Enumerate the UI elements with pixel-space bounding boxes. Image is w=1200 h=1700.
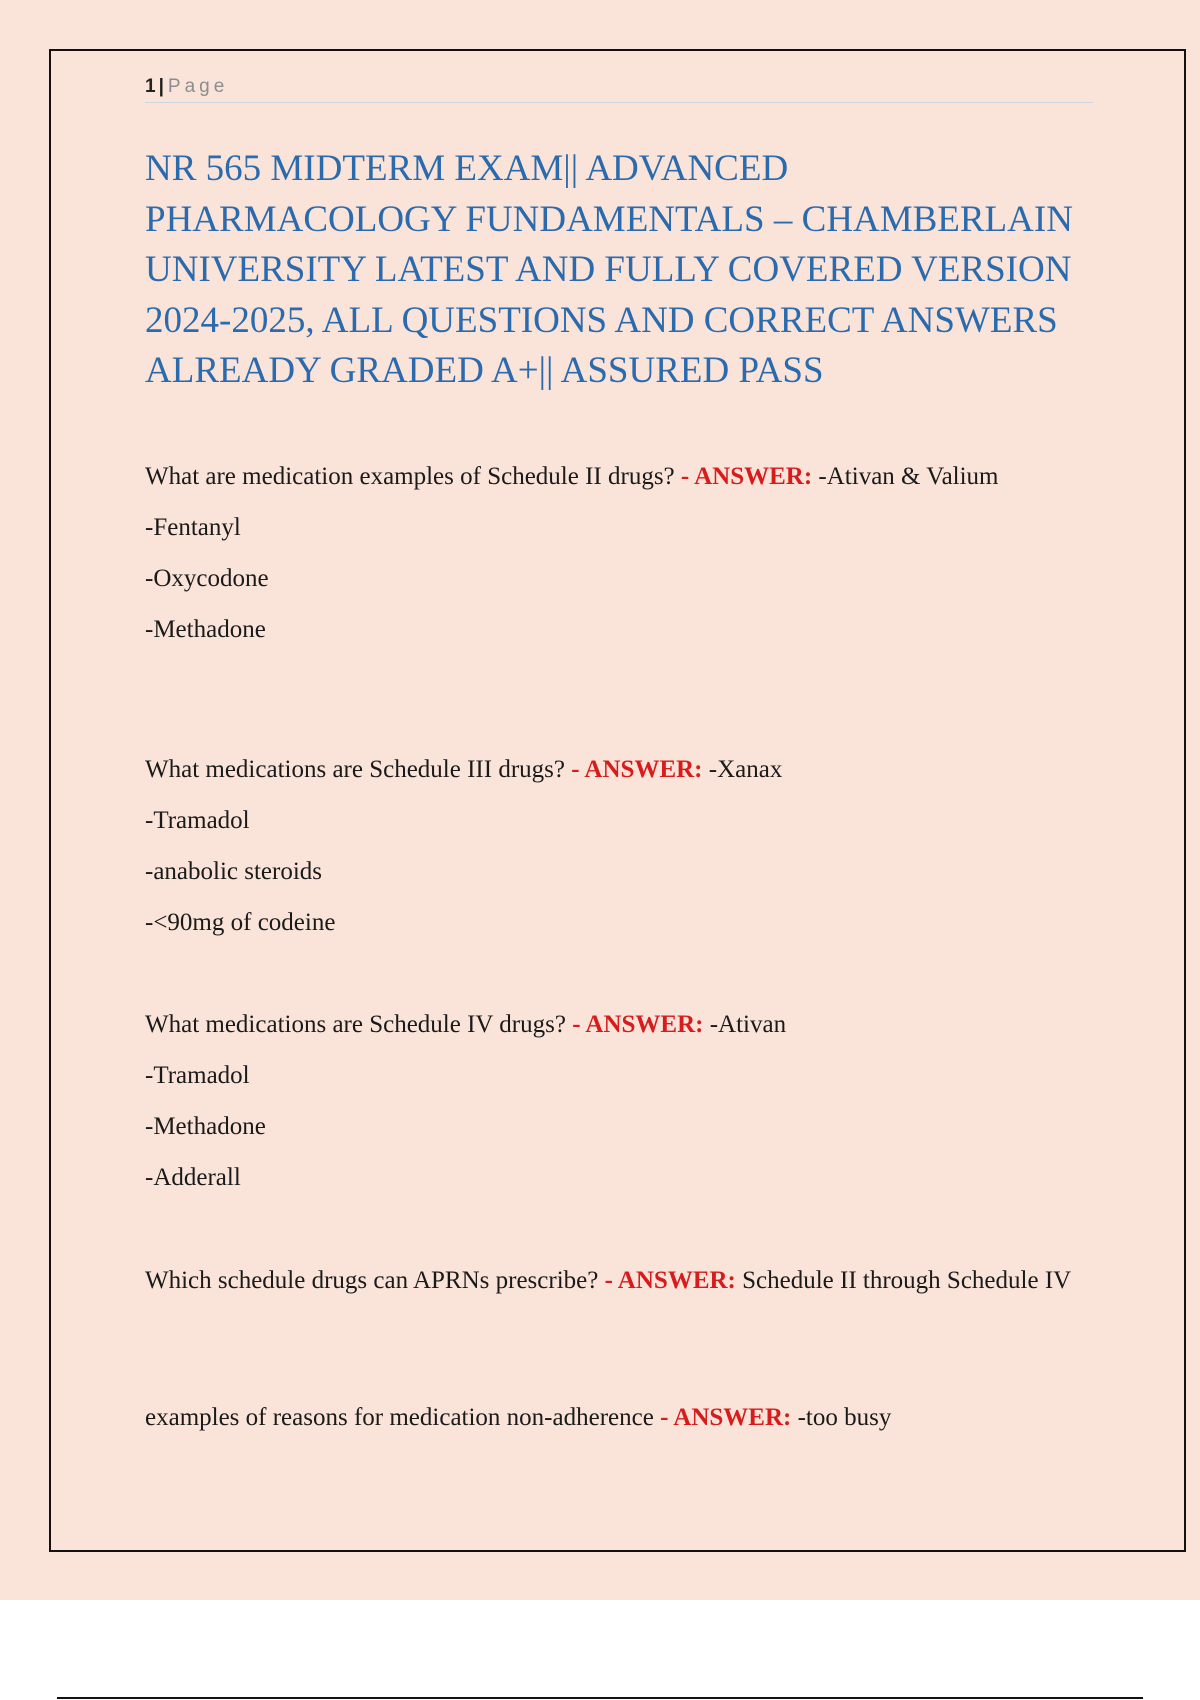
question-text: What medications are Schedule IV drugs? xyxy=(145,1011,566,1038)
answer-label: - ANSWER: xyxy=(660,1404,792,1431)
question-text: Which schedule drugs can APRNs prescribe? xyxy=(145,1267,599,1294)
answer-label: - ANSWER: xyxy=(604,1267,736,1294)
question-text: What are medication examples of Schedule II drugs? xyxy=(145,463,675,490)
page-label: Page xyxy=(167,76,229,97)
page-number: 1 xyxy=(145,76,156,97)
answer-item: -<90mg of codeine xyxy=(145,909,336,936)
qa-block xyxy=(145,1263,1085,1299)
answer-item: -Adderall xyxy=(145,1164,241,1191)
qa-block xyxy=(145,459,1085,648)
question-text: examples of reasons for medication non-adherence xyxy=(145,1404,654,1431)
qa-question-line xyxy=(145,1263,1085,1299)
page-header xyxy=(145,74,1093,103)
answer-item: -anabolic steroids xyxy=(145,858,323,885)
answer-text: -too busy xyxy=(797,1404,892,1431)
answer-text: -Xanax xyxy=(708,756,783,783)
qa-block xyxy=(145,752,1085,941)
question-text: What medications are Schedule III drugs? xyxy=(145,756,565,783)
answer-label: - ANSWER: xyxy=(571,756,703,783)
next-page-divider xyxy=(57,1697,1143,1699)
answer-text: Schedule II through Schedule IV xyxy=(742,1267,1072,1294)
document-title: NR 565 MIDTERM EXAM|| ADVANCED PHARMACOLOGY FUNDAMENTALS – CHAMBERLAIN UNIVERSITY LATEST AND FULLY COVERED VERSION 2024-2025, ALL QUESTIONS AND CORRECT ANSWERS ALREADY GRADED A+|| ASSURED PASS xyxy=(145,148,1073,391)
answer-item: -Oxycodone xyxy=(145,565,269,592)
qa-question-line xyxy=(145,1400,1085,1436)
answer-item: -Tramadol xyxy=(145,1062,250,1089)
answer-label: - ANSWER: xyxy=(680,463,813,490)
page-separator: | xyxy=(158,76,164,97)
qa-question-line xyxy=(145,752,1085,788)
qa-block xyxy=(145,1007,1085,1196)
answer-item: -Methadone xyxy=(145,616,266,643)
qa-block xyxy=(145,1400,1085,1436)
answer-text: -Ativan & Valium xyxy=(818,463,999,490)
answer-item: -Fentanyl xyxy=(145,514,241,541)
answer-text: -Ativan xyxy=(709,1011,787,1038)
answer-label: - ANSWER: xyxy=(572,1011,704,1038)
answer-item: -Tramadol xyxy=(145,807,250,834)
qa-question-line xyxy=(145,1007,1085,1043)
qa-question-line xyxy=(145,459,1085,495)
answer-item: -Methadone xyxy=(145,1113,266,1140)
